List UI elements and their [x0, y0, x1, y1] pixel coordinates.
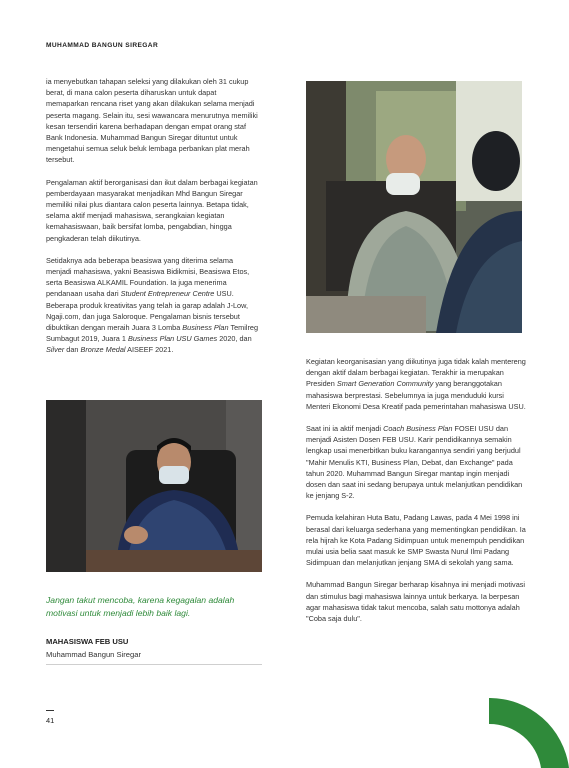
profile-divider [46, 664, 262, 665]
left-column [46, 76, 258, 367]
portrait-photo [46, 400, 262, 572]
left-paragraph-3: Setidaknya ada beberapa beasiswa yang diterima selama menjadi mahasiswa, yakni Beasiswa Bidikmisi, Beasiswa Etos, serta Beasiswa ALKAMIL Foundation. Ia juga menerima pendanaan usaha dari Student Entrepreneur Centre USU. Beberapa produk kreativitas yang telah ia garap adalah J-Low, Ngaji.com, dan juga Saloroque. Pengalaman bisnis tersebut dibuktikan dengan meraih Juara 3 Lomba Business Plan Temilreg Sumbagut 2019, Juara 1 Business Plan USU Games 2020, dan Silver dan Bronze Medal AISEEF 2021. [46, 255, 259, 355]
right-column [306, 356, 528, 635]
right-paragraph-3: Pemuda kelahiran Huta Batu, Padang Lawas, pada 4 Mei 1998 ini berasal dari keluarga sederhana yang mementingkan pendidikan. Ia rela hijrah ke Kota Padang Sidimpuan untuk menempuh pendidikan mulai usia belia saat masuk ke SMP Swasta Nurul Ilmi Padang Sidimpuan dan melanjutkan jenjang SMA di sekolah yang sama. [306, 513, 526, 568]
right-paragraph-1: Kegiatan keorganisasian yang diikutinya juga tidak kalah mentereng dengan aktif dalam berbagai kegiatan. Terakhir ia merupakan Presiden Smart Generation Community yang beranggotakan mahasiswa berprestasi. Sebelumnya ia juga menduduki kursi Menteri Ekonomi Desa Kreatif pada pemerintahan mahasiswa USU. [306, 357, 526, 411]
left-paragraph-2: Pengalaman aktif berorganisasi dan ikut dalam berbagai kegiatan pemberdayaan masyarakat menjadikan Mhd Bangun Siregar memiliki nilai plus diantara calon peserta lainnya. Betapa tidak, selama aktif menjadi mahasiswa, serangkaian kegiatan kemahasiswaan, baik bersifat lomba, pengabdian, hingga pengkaderan telah diikutinya. [46, 177, 258, 243]
running-header: MUHAMMAD BANGUN SIREGAR [46, 42, 159, 49]
profile-name: Muhammad Bangun Siregar [46, 650, 141, 659]
profile-title: MAHASISWA FEB USU [46, 637, 129, 646]
page-number: 41 [46, 716, 55, 725]
pull-quote: Jangan takut mencoba, karena kegagalan adalah motivasi untuk menjadi lebih baik lagi. [46, 595, 235, 618]
page-number-dash [46, 710, 54, 711]
interview-photo [306, 81, 522, 333]
left-paragraph-1: ia menyebutkan tahapan seleksi yang dilakukan oleh 31 cukup berat, di mana calon peserta diharuskan untuk dapat memaparkan rencana riset yang akan dilakukan selama menjadi peserta magang. Selain itu, sesi wawancara menurutnya memiliki kesan tersendiri karena berhadapan dengan empat orang staf Bank Indonesia. Muhammad Bangun Siregar dituntut untuk mengetahui semua seluk beluk lembaga perbankan plat merah tersebut. [46, 77, 258, 165]
right-paragraph-4: Muhammad Bangun Siregar berharap kisahnya ini menjadi motivasi dan stimulus bagi mahasiswa lainnya untuk berkarya. Ia berpesan agar mahasiswa tidak takut mencoba, salah satu mottonya adalah "Coba saja dulu". [306, 580, 526, 624]
right-paragraph-2: Saat ini ia aktif menjadi Coach Business Plan FOSEI USU dan menjadi Asisten Dosen FEB USU. Karir pendidikannya semakin lengkap usai menerbitkan buku karangannya sendiri yang berjudul "Mahir Menulis KTI, Business Plan, Debat, dan Exchange" pada tahun 2020. Muhammad Bangun Siregar mantap ingin menjadi dosen dan saat ini sedang berupaya untuk melanjutkan pendidikan ke jenjang S-2. [306, 424, 523, 501]
corner-decoration [489, 698, 569, 768]
